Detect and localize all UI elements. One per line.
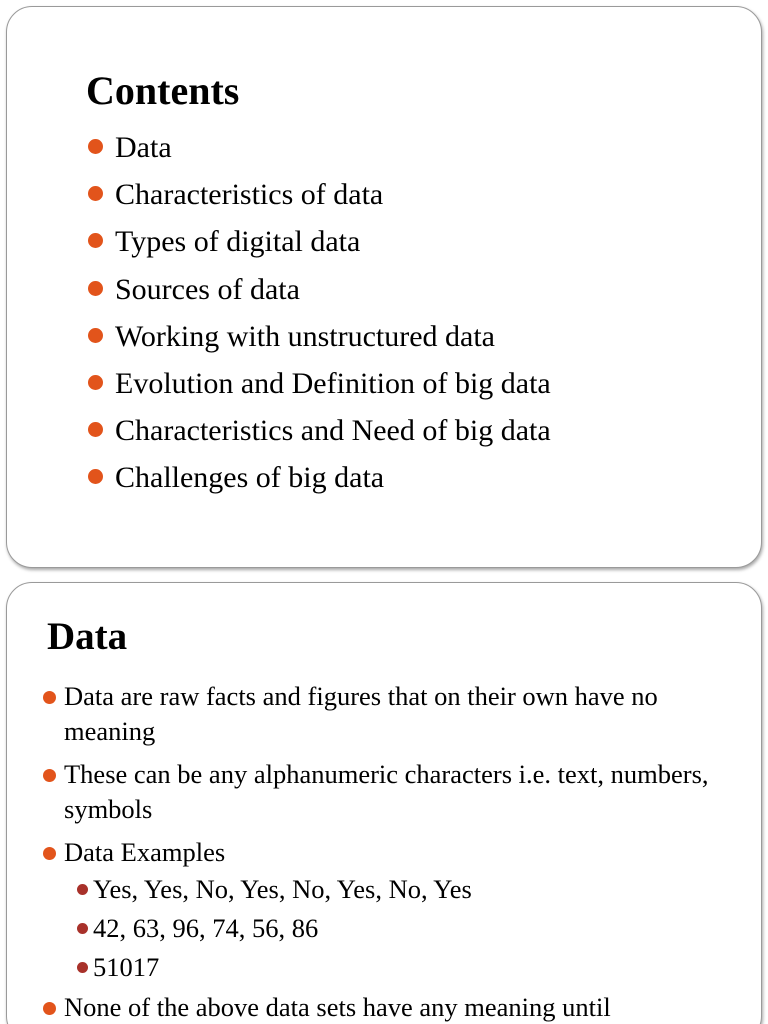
contents-item-label: Characteristics of data: [115, 178, 384, 212]
bullet-icon: [43, 1002, 56, 1015]
contents-item-sources: [86, 269, 736, 316]
bullet-icon: [88, 281, 103, 296]
example-item: [42, 950, 742, 984]
contents-item-label: Sources of data: [115, 272, 300, 306]
bullet-definition-text: Data are raw facts and figures that on their own have no meaning: [64, 681, 658, 746]
contents-item-types: [86, 221, 736, 268]
bullet-icon: [88, 233, 103, 248]
contents-item-data: [86, 127, 736, 174]
example-text: 42, 63, 96, 74, 56, 86: [93, 913, 319, 943]
bullet-alphanumeric-text: These can be any alphanumeric characters i.e. text, numbers, symbols: [64, 759, 709, 824]
slide-contents: [6, 6, 762, 568]
bullet-alphanumeric: [42, 757, 742, 827]
bullet-meaning: [42, 990, 742, 1024]
example-text: 51017: [93, 952, 160, 982]
contents-item-need: [86, 410, 736, 457]
slide-title-contents: Contents: [86, 68, 240, 113]
slide-data: [6, 582, 762, 1024]
contents-item-label: Challenges of big data: [115, 461, 385, 495]
bullet-icon: [88, 469, 103, 484]
contents-item-label: Types of digital data: [115, 225, 361, 259]
contents-item-label: Evolution and Definition of big data: [115, 366, 551, 400]
sub-bullet-icon: [77, 962, 88, 973]
example-item: [42, 911, 742, 945]
example-item: [42, 872, 742, 906]
bullet-definition: [42, 679, 742, 749]
example-text: Yes, Yes, No, Yes, No, Yes, No, Yes: [93, 874, 472, 904]
bullet-icon: [88, 328, 103, 343]
bullet-icon: [43, 691, 56, 704]
bullet-icon: [88, 186, 103, 201]
bullet-icon: [88, 422, 103, 437]
contents-item-label: Characteristics and Need of big data: [115, 414, 551, 448]
examples-list: [42, 872, 742, 984]
examples-container: [42, 872, 742, 984]
bullet-icon: [88, 375, 103, 390]
slide-title-data: Data: [47, 615, 128, 658]
bullet-examples-text: Data Examples: [64, 837, 226, 867]
contents-item-characteristics: [86, 174, 736, 221]
sub-bullet-icon: [77, 884, 88, 895]
bullet-meaning-text: None of the above data sets have any meaning until: [64, 992, 611, 1022]
bullet-icon: [43, 847, 56, 860]
contents-item-label: Working with unstructured data: [115, 319, 495, 353]
contents-item-evolution: [86, 363, 736, 410]
contents-item-unstructured: [86, 316, 736, 363]
contents-item-label: Data: [115, 131, 172, 164]
bullet-icon: [43, 769, 56, 782]
sub-bullet-icon: [77, 923, 88, 934]
contents-list: [86, 127, 736, 505]
bullet-icon: [88, 139, 103, 154]
bullet-examples: [42, 835, 742, 870]
data-bullet-list: [42, 679, 742, 1024]
contents-item-challenges: [86, 457, 736, 504]
